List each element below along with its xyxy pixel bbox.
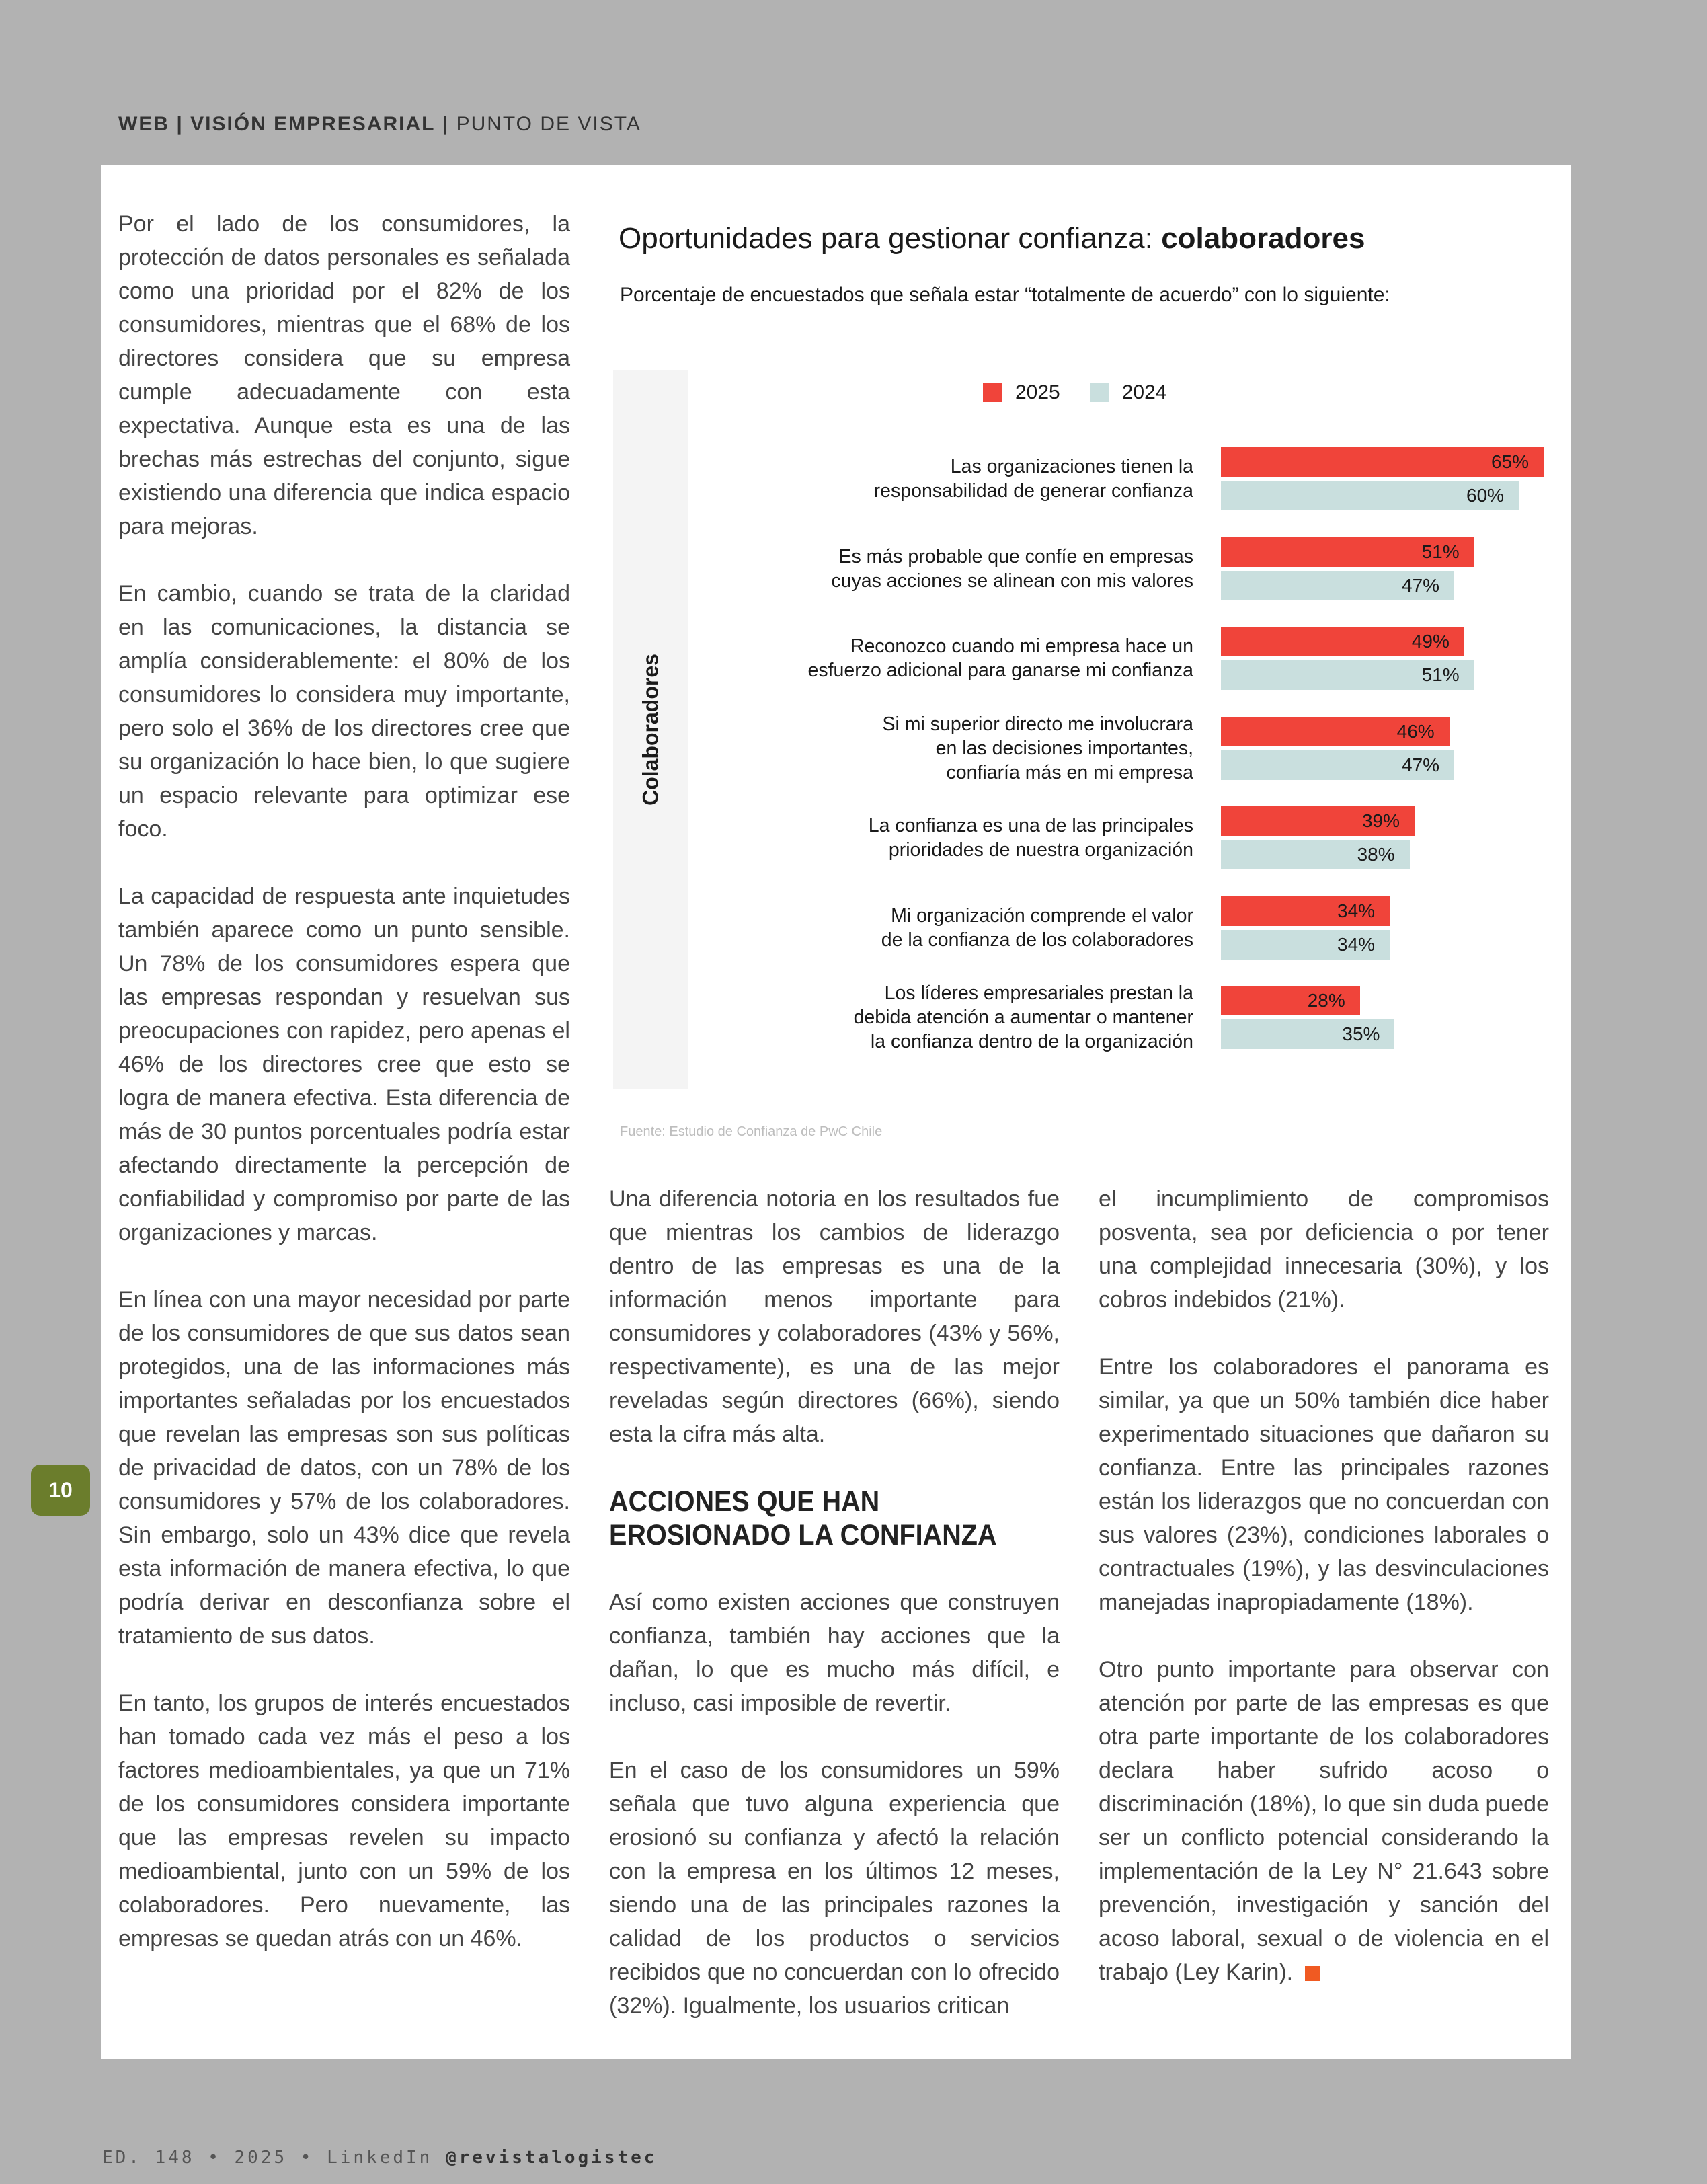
chart-category-label-line: la confianza dentro de la organización [870, 1031, 1193, 1052]
chart-category-label-line: Las organizaciones tienen la [950, 456, 1193, 477]
chart-category-label [723, 634, 1193, 682]
chart-category-label [723, 712, 1193, 785]
chart-category-label-line: Es más probable que confíe en empresas [838, 545, 1193, 568]
header-section-punto: PUNTO DE VISTA [456, 113, 641, 135]
bar-2024 [1221, 660, 1474, 690]
bar-2025 [1221, 717, 1450, 746]
bar-value-label: 65% [1491, 451, 1529, 472]
chart-source: Fuente: Estudio de Confianza de PwC Chile [620, 1124, 883, 1139]
paragraph: En línea con una mayor necesidad por parte de los consumidores de que sus datos sean protegidos, una de las informaciones más importantes señaladas por los encuestados que revelan las empresas son sus políticas de privacidad de datos, con un 78% de los consumidores y 57% de los colaboradores. Sin embargo, solo un 43% dice que revela esta información de manera efectiva, lo que podría derivar en desconfianza sobre el tratamiento de sus datos. [118, 1287, 570, 1649]
article-column-1 [118, 207, 570, 1955]
chart-title-prefix: Oportunidades para gestionar confianza: [619, 222, 1162, 255]
bar-2024 [1221, 750, 1454, 780]
page-number-badge: 10 [31, 1465, 90, 1516]
paragraph: En cambio, cuando se trata de la claridad en las comunicaciones, la distancia se amplía considerablemente: el 80% de los consumidores lo considera muy importante, pero solo el 36% de los directores cree que su organización lo hace bien, lo que sugiere un espacio relevante para optimizar ese foco. [118, 581, 570, 842]
bar-2025 [1221, 447, 1544, 477]
paragraph: el incumplimiento de compromisos posventa, sea por deficiencia o por tener una complejidad innecesaria (30%), y los cobros indebidos (21%). [1099, 1186, 1549, 1313]
section-heading-line-1: ACCIONES QUE HAN [609, 1485, 880, 1518]
footer-handle: @revistalogistec [446, 2148, 658, 2168]
chart-category-label-line: Si mi superior directo me involucrara [882, 713, 1193, 735]
paragraph-final-text: Otro punto importante para observar con atención por parte de las empresas es que otra parte importante de los colaboradores declara haber sufrido acoso o discriminación (18%), lo que sin duda puede ser un conflicto potencial considerando la implementación de la Ley N° 21.643 sobre prevención, investigación y sanción del acoso laboral, sexual o de violencia en el trabajo (Ley Karin). [1099, 1657, 1549, 1985]
paragraph: La capacidad de respuesta ante inquietudes también aparece como un punto sensible. Un 78% de los consumidores espera que las empresas respondan y resuelvan sus preocupaciones con rapidez, pero apenas el 46% de los directores cree que esto se logra de manera efectiva. Esta diferencia de más de 30 puntos porcentuales podría estar afectando directamente la percepción de confiabilidad y compromiso por parte de las organizaciones y marcas. [118, 884, 570, 1245]
page-header [118, 113, 641, 136]
chart-category-label [723, 904, 1193, 952]
bar-value-label: 35% [1342, 1023, 1380, 1044]
header-separator: | [442, 113, 450, 135]
end-mark-icon [1305, 1966, 1320, 1981]
chart-category-label-line: Los líderes empresariales prestan la [884, 982, 1193, 1004]
bar-value-label: 51% [1421, 664, 1460, 685]
legend-label-2025: 2025 [1015, 381, 1060, 403]
paragraph: Por el lado de los consumidores, la protección de datos personales es señalada como una prioridad por el 82% de los consumidores, mientras que el 68% de los directores considera que su empresa cumple adecuadamente con esta expectativa. Aunque esta es una de las brechas más estrechas del conjunto, sigue existiendo una diferencia que indica espacio para mejoras. [118, 211, 570, 539]
bar-value-label: 39% [1361, 810, 1400, 831]
bar-value-label: 34% [1337, 933, 1376, 955]
chart-category-label-line: responsabilidad de generar confianza [873, 480, 1193, 502]
chart-category-label-line: de la confianza de los colaboradores [881, 929, 1193, 951]
bar-value-label: 47% [1402, 754, 1440, 775]
legend-item-2024 [1090, 381, 1167, 404]
bar-value-label: 46% [1396, 720, 1435, 742]
chart-category-label [723, 814, 1193, 862]
chart-category-label-line: debida atención a aumentar o mantener [853, 1007, 1193, 1028]
paragraph: Una diferencia notoria en los resultados fue que mientras los cambios de liderazgo dentro de las empresas es una de la información menos importante para consumidores y colaboradores (43% y 56%, respectivamente), es una de las mejor reveladas según directores (66%), siendo esta la cifra más alta. [609, 1186, 1060, 1447]
legend-item-2025 [983, 381, 1060, 404]
header-section-web: WEB [118, 113, 169, 135]
bar-value-label: 60% [1466, 485, 1505, 506]
paragraph: En tanto, los grupos de interés encuestados han tomado cada vez más el peso a los factores medioambientales, ya que un 71% de los consumidores considera importante que las empresas revelen su impacto medioambiental, junto con un 59% de los colaboradores. Pero nuevamente, las empresas se quedan atrás con un 46%. [118, 1690, 570, 1951]
paragraph: Entre los colaboradores el panorama es similar, ya que un 50% también dice haber experimentado situaciones que dañaron su confianza. Entre las principales razones están los liderazgos que no concuerdan con sus valores (23%), condiciones laborales o contractuales (19%), y las desvinculaciones manejadas inapropiadamente (18%). [1099, 1354, 1549, 1615]
chart-title [619, 222, 1365, 256]
paragraph-final [1099, 1653, 1549, 1989]
paragraph: Así como existen acciones que construyen confianza, también hay acciones que la dañan, lo que es mucho más difícil, e incluso, casi imposible de revertir. [609, 1590, 1060, 1716]
chart-category-label [723, 981, 1193, 1054]
legend-label-2024: 2024 [1121, 381, 1167, 403]
bar-2024 [1221, 930, 1390, 960]
chart-subtitle: Porcentaje de encuestados que señala estar “totalmente de acuerdo” con lo siguiente: [620, 284, 1390, 306]
footer-edition: ED. 148 • 2025 • LinkedIn [102, 2148, 433, 2168]
bar-value-label: 47% [1402, 574, 1440, 596]
bar-2024 [1221, 1019, 1394, 1049]
section-heading [609, 1485, 1023, 1552]
legend-swatch-2024 [1090, 383, 1109, 402]
chart-category-label-line: La confianza es una de las principales [868, 815, 1193, 836]
legend-swatch-2025 [983, 383, 1002, 402]
bar-value-label: 38% [1357, 844, 1395, 865]
chart-category-label-line: Mi organización comprende el valor [891, 904, 1193, 927]
chart-group-label: Colaboradores [638, 654, 663, 806]
header-separator: | [176, 113, 184, 135]
bar-value-label: 34% [1337, 900, 1376, 921]
bar-2025 [1221, 986, 1360, 1015]
paragraph: En el caso de los consumidores un 59% señala que tuvo alguna experiencia que erosionó su confianza y afectó la relación con la empresa en los últimos 12 meses, siendo una de las principales razones la calidad de los productos o servicios recibidos que no concuerdan con lo ofrecido (32%). Igualmente, los usuarios critican [609, 1758, 1060, 2019]
chart-category-label [723, 545, 1193, 593]
section-heading-line-2: EROSIONADO LA CONFIANZA [609, 1519, 997, 1551]
chart-category-label-line: prioridades de nuestra organización [888, 839, 1193, 861]
bar-2025 [1221, 537, 1474, 567]
bar-2025 [1221, 806, 1415, 836]
bar-2024 [1221, 481, 1519, 510]
bar-value-label: 28% [1307, 990, 1345, 1011]
bar-2025 [1221, 627, 1464, 656]
chart-category-label-line: en las decisiones importantes, [935, 737, 1193, 759]
chart-category-label [723, 455, 1193, 503]
bar-value-label: 51% [1421, 541, 1460, 562]
article-column-3 [1099, 1182, 1549, 1989]
bar-value-label: 49% [1411, 631, 1450, 652]
page-footer [102, 2148, 657, 2168]
chart-title-bold: colaboradores [1161, 222, 1365, 255]
chart-category-label-line: confiaría más en mi empresa [946, 761, 1193, 783]
chart-category-label-line: cuyas acciones se alinean con mis valores [831, 570, 1193, 592]
bar-2024 [1221, 840, 1410, 869]
chart-category-label-line: Reconozco cuando mi empresa hace un [850, 635, 1193, 657]
bar-2024 [1221, 571, 1454, 600]
chart-category-label-line: esfuerzo adicional para ganarse mi confianza [807, 660, 1193, 681]
bar-2025 [1221, 896, 1390, 926]
chart-legend [983, 379, 1197, 406]
header-section-vision: VISIÓN EMPRESARIAL [190, 113, 436, 135]
article-column-2 [609, 1182, 1060, 2023]
